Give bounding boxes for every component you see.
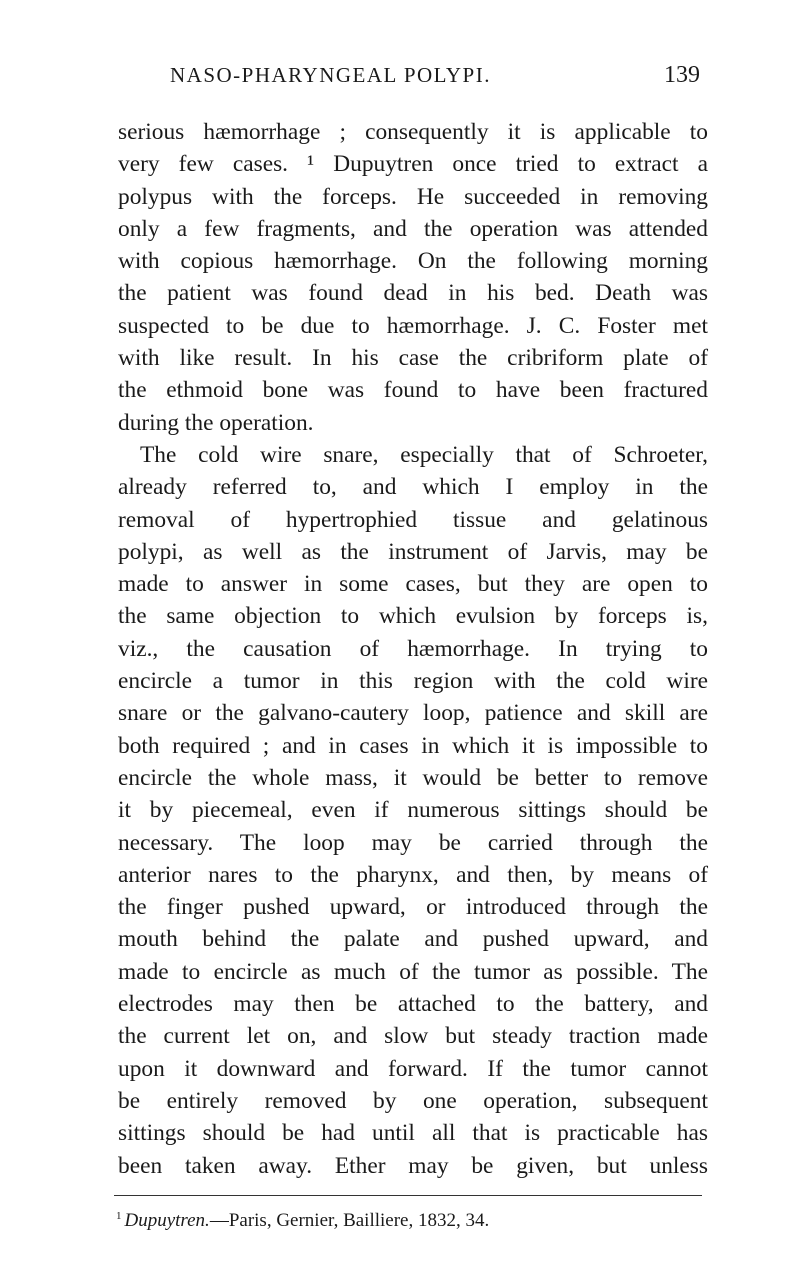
- text-line: the current let on, and slow but steady traction made: [118, 1023, 708, 1050]
- footnote-divider: [114, 1195, 702, 1196]
- text-line: with like result. In his case the cribriform plate of: [118, 345, 708, 372]
- text-line: made to encircle as much of the tumor as possible. The: [118, 958, 708, 985]
- text-line: only a few fragments, and the operation was attended: [118, 215, 708, 242]
- running-title: NASO-PHARYNGEAL POLYPI.: [170, 63, 491, 87]
- text-line: encircle the whole mass, it would be better to remove: [118, 764, 708, 791]
- text-line: be entirely removed by one operation, subsequent: [118, 1087, 708, 1114]
- text-line: snare or the galvano-cautery loop, patience and skill are: [118, 700, 708, 727]
- text-line: serious hæmorrhage ; consequently it is applicable to: [118, 119, 708, 145]
- page-number: 139: [664, 62, 700, 88]
- footnote: [116, 1203, 706, 1234]
- text-line: viz., the causation of hæmorrhage. In trying to: [118, 635, 708, 662]
- text-line: made to answer in some cases, but they are open to: [118, 571, 708, 598]
- text-line: the same objection to which evulsion by forceps is,: [118, 603, 708, 630]
- footnote-text: —Paris, Gernier, Bailliere, 1832, 34.: [209, 1210, 490, 1231]
- text-line: already referred to, and which I employ in the: [118, 474, 708, 501]
- text-line: removal of hypertrophied tissue and gelatinous: [118, 506, 708, 533]
- text-line: sittings should be had until all that is practicable has: [118, 1120, 708, 1147]
- text-line: polypus with the forceps. He succeeded in removing: [118, 183, 708, 210]
- text-line: The cold wire snare, especially that of Schroeter,: [140, 441, 708, 468]
- text-line: the ethmoid bone was found to have been fractured: [118, 377, 708, 404]
- text-line: it by piecemeal, even if numerous sittings should be: [118, 797, 708, 824]
- text-line: the finger pushed upward, or introduced through the: [118, 894, 708, 921]
- text-line: both required ; and in cases in which it is impossible to: [118, 732, 708, 759]
- text-line: very few cases. ¹ Dupuytren once tried to extract a: [118, 151, 708, 178]
- text-line: during the operation.: [118, 409, 314, 436]
- text-line: anterior nares to the pharynx, and then, by means of: [118, 861, 708, 888]
- text-line: polypi, as well as the instrument of Jarvis, may be: [118, 538, 708, 565]
- text-line: with copious hæmorrhage. On the following morning: [118, 248, 708, 275]
- text-line: encircle a tumor in this region with the cold wire: [118, 668, 708, 695]
- text-line: suspected to be due to hæmorrhage. J. C. Foster met: [118, 312, 708, 339]
- text-line: mouth behind the palate and pushed upward, and: [118, 926, 708, 953]
- footnote-marker: 1: [116, 1210, 122, 1222]
- text-line: the patient was found dead in his bed. Death was: [118, 280, 708, 307]
- body-text: [118, 116, 708, 1182]
- text-line: been taken away. Ether may be given, but unless: [118, 1152, 708, 1179]
- footnote-title: Dupuytren.: [124, 1210, 210, 1231]
- text-line: necessary. The loop may be carried through the: [118, 829, 708, 856]
- text-line: upon it downward and forward. If the tumor cannot: [118, 1055, 708, 1082]
- text-line: electrodes may then be attached to the battery, and: [118, 991, 708, 1018]
- running-head: [110, 60, 700, 90]
